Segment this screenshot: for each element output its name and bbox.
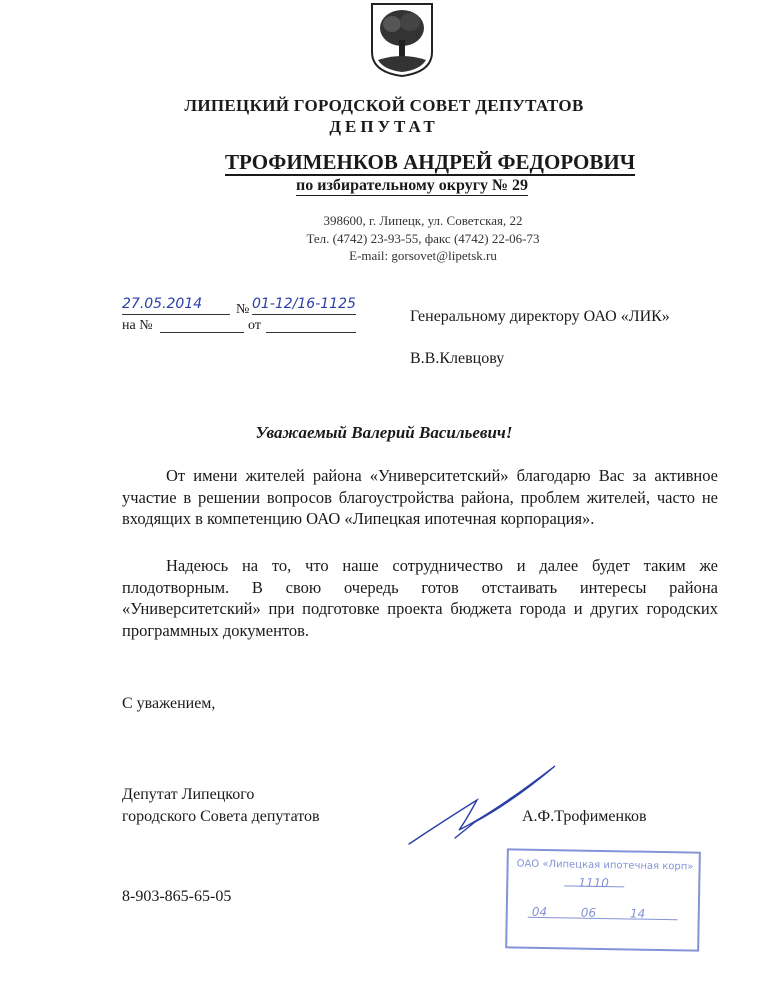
email-line: E-mail: gorsovet@lipetsk.ru: [349, 248, 497, 263]
signer-name: А.Ф.Трофименков: [522, 808, 647, 825]
outgoing-date: 27.05.2014: [122, 296, 203, 312]
salutation: Уважаемый Валерий Васильевич!: [255, 423, 513, 442]
stamp-number: 1110: [578, 875, 609, 891]
org-title: ЛИПЕЦКИЙ ГОРОДСКОЙ СОВЕТ ДЕПУТАТОВ: [184, 96, 584, 115]
deputy-name: ТРОФИМЕНКОВ АНДРЕЙ ФЕДОРОВИЧ: [225, 150, 636, 174]
address-line: 398600, г. Липецк, ул. Советская, 22: [323, 213, 523, 228]
handwritten-signature-icon: [405, 760, 565, 850]
signer-title-line1: Депутат Липецкого: [122, 786, 255, 803]
from-underline: [266, 332, 356, 333]
paragraph-1: От имени жителей района «Университетский» благодарю Вас за активное участие в решении вопросов благоустройства района, проблем жителей, часто не входящих в компетенцию ОАО «Липецкая ипотечная корпорация».: [122, 466, 718, 528]
on-number-underline: [160, 332, 244, 333]
contact-phone: 8-903-865-65-05: [122, 888, 232, 905]
phone-line: Тел. (4742) 23-93-55, факс (4742) 22-06-73: [306, 231, 540, 246]
district-label: по избирательному округу № 29: [296, 177, 529, 194]
signer-title-line2: городского Совета депутатов: [122, 808, 320, 825]
on-number-label: на №: [122, 318, 153, 333]
recipient-name: В.В.Клевцову: [410, 350, 505, 367]
date-underline: [122, 314, 230, 315]
registration-stamp: [505, 848, 701, 951]
recipient-title: Генеральному директору ОАО «ЛИК»: [410, 308, 670, 325]
city-crest-icon: [370, 2, 434, 78]
closing: С уважением,: [122, 695, 216, 712]
paragraph-2: Надеюсь на то, что наше сотрудничество и далее будет таким же плодотворным. В свою очередь готов отстаивать интересы района «Университетский» при подготовке проекта бюджета города и других городских программных документов.: [122, 556, 718, 640]
number-underline: [252, 314, 356, 315]
stamp-org: ОАО «Липецкая ипотечная корп»: [516, 858, 694, 873]
from-label: от: [248, 318, 261, 333]
org-subtitle: ДЕПУТАТ: [329, 117, 439, 136]
stamp-date: 04 06 14: [531, 904, 646, 921]
outgoing-number: 01-12/16-1125: [252, 296, 356, 312]
number-label: №: [236, 302, 250, 317]
